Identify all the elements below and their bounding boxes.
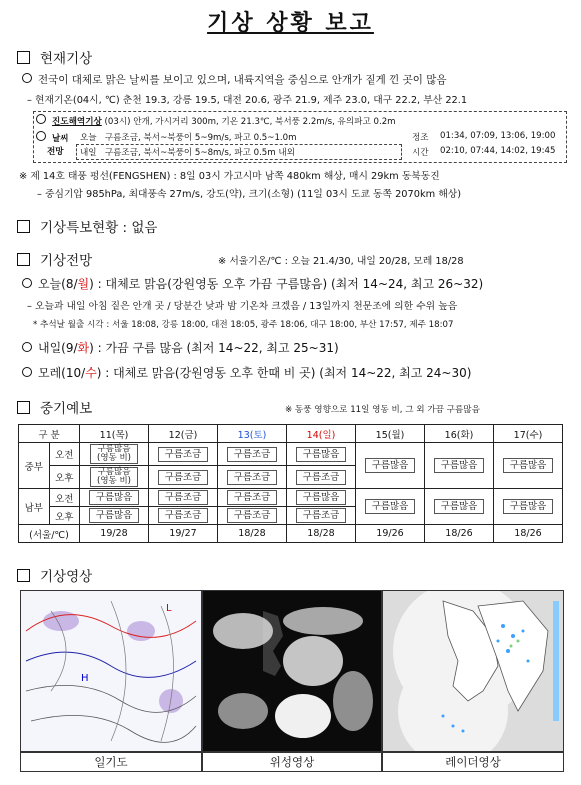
cell: 구름조금 — [149, 489, 218, 507]
section-images-heading: 기상영상 — [17, 565, 92, 585]
cell: 구름많음 — [494, 443, 563, 489]
cell: 구름많음 — [80, 507, 149, 525]
seoul-label: (서울/℃) — [19, 525, 80, 543]
bullet-circle-icon — [22, 367, 32, 377]
section-midterm-heading: 중기예보 — [17, 397, 92, 417]
cell: 구름조금 — [149, 507, 218, 525]
checkbox-icon — [17, 253, 30, 266]
table-row — [19, 489, 563, 507]
table-row-seoul — [19, 525, 563, 543]
weather-chart-image — [20, 590, 202, 752]
section-outlook-heading: 기상전망 — [17, 249, 92, 269]
midterm-forecast-table — [18, 424, 563, 543]
period-am: 오전 — [49, 443, 80, 466]
svg-text:L: L — [166, 603, 172, 614]
cell: 구름많음 — [425, 443, 494, 489]
tide-tomorrow: 02:10, 07:44, 14:02, 19:45 — [440, 146, 556, 156]
header-cell-day: 16(화) — [425, 425, 494, 443]
cell: 구름많음 — [287, 443, 356, 466]
checkbox-icon — [17, 401, 30, 414]
cell: 구름많음 — [287, 489, 356, 507]
typhoon-line-2: – 중심기압 985hPa, 최대풍속 27m/s, 강도(약), 크기(소형) (11일 03시 도쿄 동쪽 2070km 해상) — [37, 189, 462, 200]
header-cell-day: 14(일) — [287, 425, 356, 443]
weather-chart-graphic — [21, 591, 201, 751]
cell: 18/28 — [218, 525, 287, 543]
satellite-graphic — [203, 591, 381, 751]
period-pm: 오후 — [49, 466, 80, 489]
bullet-circle-icon — [22, 278, 32, 288]
cell: 구름조금 — [218, 466, 287, 489]
outlook-today: 오늘(8/월) : 대체로 맑음(강원영동 오후 가끔 구름많음) (최저 14~24, 최고 26~32) — [22, 275, 483, 292]
cell: 구름조금 — [218, 489, 287, 507]
forecast-label: 전망 — [47, 147, 64, 157]
tide-label-2: 시간 — [412, 148, 429, 158]
table-row — [19, 443, 563, 466]
region-central: 중부 — [19, 443, 50, 489]
header-cell-day: 12(금) — [149, 425, 218, 443]
caption-weather-chart: 일기도 — [20, 752, 202, 772]
cell: 구름많음 — [356, 443, 425, 489]
svg-text:H: H — [81, 673, 89, 684]
bullet-circle-icon — [22, 73, 32, 83]
cell: 구름조금 — [149, 443, 218, 466]
cell: 18/26 — [425, 525, 494, 543]
page-title: 기상 상황 보고 — [207, 11, 374, 36]
cell: 구름많음 (영동 비) — [80, 466, 149, 489]
outlook-dayafter: 모레(10/수) : 대체로 맑음(강원영동 오후 한때 비 곳) (최저 14~22, 최고 24~30) — [22, 364, 471, 381]
cell: 구름조금 — [218, 507, 287, 525]
caption-radar: 레이더영상 — [382, 752, 564, 772]
bullet-circle-icon — [36, 131, 46, 141]
header-cell-day: 13(토) — [218, 425, 287, 443]
caption-satellite: 위성영상 — [202, 752, 382, 772]
tide-label-1: 정조 — [412, 133, 429, 143]
midterm-note: ※ 동풍 영향으로 11일 영동 비, 그 외 가끔 구름많음 — [285, 405, 480, 415]
radar-graphic — [383, 591, 563, 751]
header-cell-day: 15(월) — [356, 425, 425, 443]
cell: 구름많음 — [425, 489, 494, 525]
current-summary: 전국이 대체로 맑은 날씨를 보이고 있으며, 내륙지역을 중심으로 안개가 짙게 낀 곳이 많음 — [22, 72, 447, 87]
seoul-temp-note: ※ 서울기온/℃ : 오늘 21.4/30, 내일 20/28, 모레 18/28 — [218, 256, 464, 267]
tide-today: 01:34, 07:09, 13:06, 19:00 — [440, 131, 556, 141]
cell: 19/27 — [149, 525, 218, 543]
cell: 18/26 — [494, 525, 563, 543]
cell: 19/26 — [356, 525, 425, 543]
weather-label: 날씨 — [36, 131, 69, 144]
checkbox-icon — [17, 51, 30, 64]
sea-today: 오늘 구름조금, 북서~북풍이 5~9m/s, 파고 0.5~1.0m — [80, 133, 297, 143]
current-temperatures: – 현재기온(04시, ℃) 춘천 19.3, 강릉 19.5, 대전 20.6, 광주 21.9, 제주 23.0, 대구 22.2, 부산 22.1 — [27, 95, 468, 106]
jindo-sea-line: 진도해역기상 (03시) 안개, 가시거리 300m, 기온 21.3℃, 북서풍 2.2m/s, 유의파고 0.2m — [36, 114, 396, 127]
checkbox-icon — [17, 569, 30, 582]
section-current-heading: 현재기상 — [17, 47, 92, 67]
satellite-image — [202, 590, 382, 752]
outlook-today-note: – 오늘과 내일 아침 짙은 안개 곳 / 당분간 낮과 밤 기온차 크겠음 / 13일까지 천문조에 의한 수위 높음 — [27, 301, 458, 312]
cell: 구름많음 — [494, 489, 563, 525]
header-cell-day: 17(수) — [494, 425, 563, 443]
sea-tomorrow: 내일 구름조금, 북서~북풍이 5~8m/s, 파고 0.5m 내외 — [80, 148, 295, 158]
outlook-tomorrow: 내일(9/화) : 가끔 구름 많음 (최저 14~22, 최고 25~31) — [22, 339, 339, 356]
cell: 구름조금 — [218, 443, 287, 466]
cell: 구름많음 — [356, 489, 425, 525]
cell: 구름많음 — [80, 489, 149, 507]
header-cell-category: 구 분 — [19, 425, 80, 443]
checkbox-icon — [17, 220, 30, 233]
cell: 구름많음 (영동 비) — [80, 443, 149, 466]
typhoon-line-1: ※ 제 14호 태풍 펑선(FENGSHEN) : 8일 03시 가고시마 남쪽 480km 해상, 매시 29km 동북동진 — [19, 171, 440, 182]
cell: 19/28 — [80, 525, 149, 543]
period-am: 오전 — [49, 489, 80, 507]
cell: 구름조금 — [149, 466, 218, 489]
region-southern: 남부 — [19, 489, 50, 525]
period-pm: 오후 — [49, 507, 80, 525]
bullet-circle-icon — [36, 114, 46, 124]
bullet-circle-icon — [22, 342, 32, 352]
table-header-row — [19, 425, 563, 443]
section-special-heading: 기상특보현황 : 없음 — [17, 216, 157, 236]
radar-image — [382, 590, 564, 752]
moonrise-note: * 추석날 월출 시각 : 서울 18:08, 강릉 18:00, 대전 18:05, 광주 18:06, 대구 18:00, 부산 17:57, 제주 18:07 — [33, 320, 454, 330]
cell: 구름조금 — [287, 466, 356, 489]
header-cell-day: 11(목) — [80, 425, 149, 443]
cell: 구름조금 — [287, 507, 356, 525]
cell: 18/28 — [287, 525, 356, 543]
